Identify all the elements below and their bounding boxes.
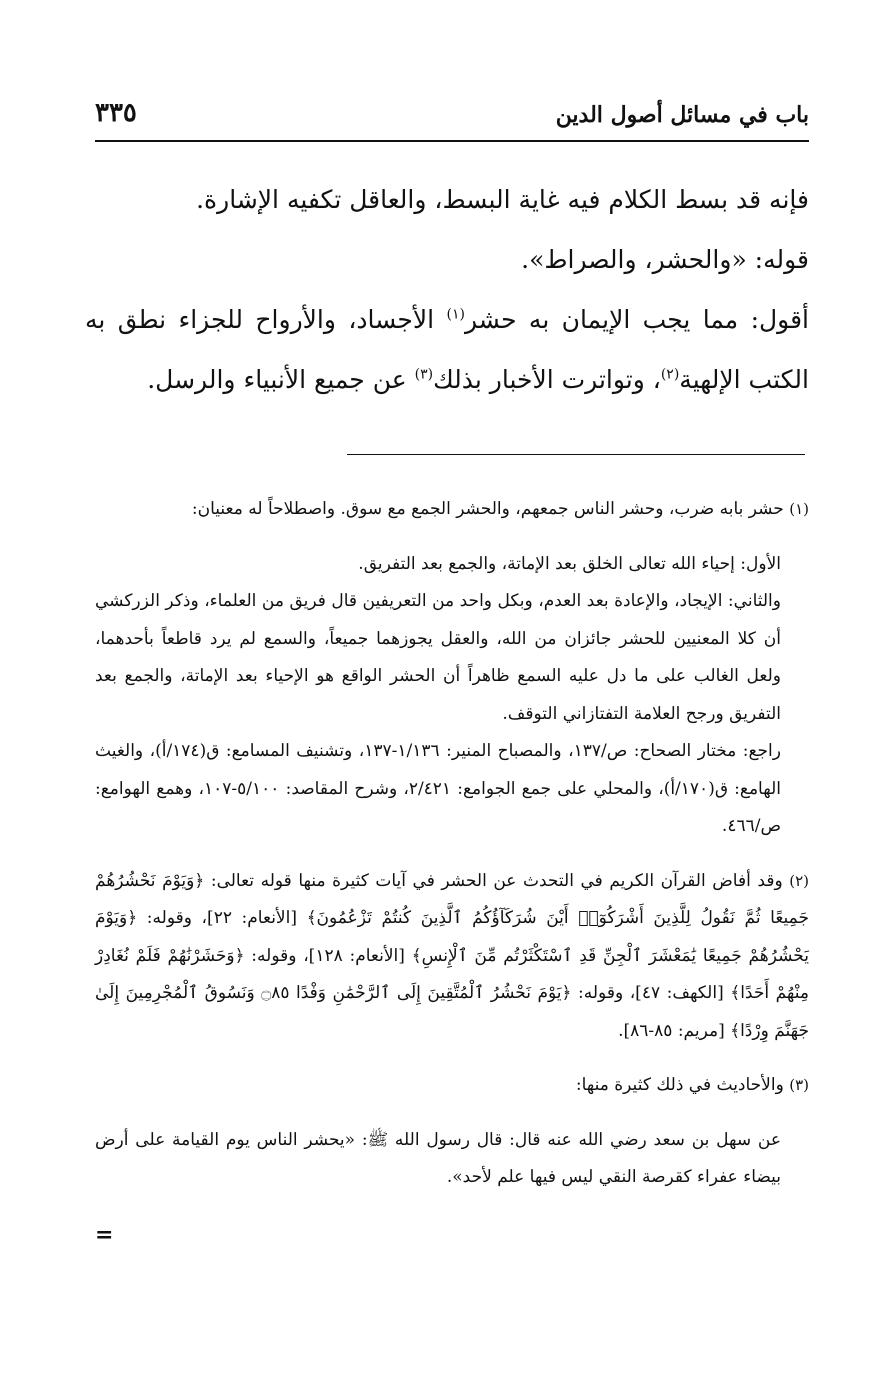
paragraph-3-part-c: ، وتواترت الأخبار بذلك — [433, 365, 661, 394]
footnote-number: (٣) — [789, 1076, 809, 1094]
footnote-number: (٢) — [789, 871, 809, 890]
footnote-ref-2: (٢) — [660, 366, 680, 383]
footnote-line: والأحاديث في ذلك كثيرة منها: — [575, 1075, 784, 1095]
paragraph-2: قوله: «والحشر، والصراط». — [521, 245, 809, 274]
footnote-ref-1: (١) — [446, 306, 465, 323]
page-number: ٣٣٥ — [95, 98, 137, 128]
paragraph-3-part-a: أقول: مما يجب الإيمان به حشر — [464, 305, 809, 334]
footnote-2 — [95, 863, 809, 1051]
footnote-line: والثاني: الإيجاد، والإعادة بعد العدم، وبكل واحد من التعريفين قال فريق من العلماء، وذكر الزركشي أن كلا المعنيين للحشر جائزان من الله، والعقل يجوزهما جميعاً، والسمع لم يرد قاطعاً بأحدهما، ولعل الغالب على ما دل عليه السمع ظاهراً أن الحشر الواقع هو الإحياء بعد الإماتة، والجمع بعد التفريق ورجح العلامة التفتازاني التوقف. — [95, 591, 781, 724]
footnote-line: حشر بابه ضرب، وحشر الناس جمعهم، والحشر الجمع مع سوق. واصطلاحاً له معنيان: — [191, 499, 784, 519]
paragraph-1: فإنه قد بسط الكلام فيه غاية البسط، والعاقل تكفيه الإشارة. — [196, 185, 809, 214]
footnote-line: راجع: مختار الصحاح: ص/١٣٧، والمصباح المنير: ١/١٣٦-١٣٧، وتشنيف المسامع: ق(١٧٤/أ)، والغيث الهامع: ق(١٧٠/أ)، والمحلي على جمع الجوامع: ٢/٤٢١، وشرح المقاصد: ٥/١٠٠-١٠٧، وهمع الهوامع: ص/٤٦٦. — [95, 741, 781, 836]
paragraph-3 — [85, 290, 809, 410]
footnotes — [95, 474, 809, 1197]
footnote-line: الأول: إحياء الله تعالى الخلق بعد الإماتة، والجمع بعد التفريق. — [358, 553, 781, 574]
footnote-separator — [347, 454, 805, 455]
page-header — [95, 96, 809, 142]
footnote-line: وقد أفاض القرآن الكريم في التحدث عن الحشر في آيات كثيرة منها قوله تعالى: ﴿وَيَوْمَ نَحْشُرُهُمْ جَمِيعًا ثُمَّ نَقُولُ لِلَّذِينَ أَشْرَكُوٓا۟ أَيْنَ شُرَكَآؤُكُمُ ٱلَّذِينَ كُنتُمْ تَزْعُمُونَ﴾ [الأنعام: ٢٢]، وقوله: ﴿وَيَوْمَ يَحْشُرُهُمْ جَمِيعًا يَٰمَعْشَرَ ٱلْجِنِّ قَدِ ٱسْتَكْثَرْتُم مِّنَ ٱلْإِنسِ﴾ [الأنعام: ١٢٨]، وقوله: ﴿وَحَشَرْنَٰهُمْ فَلَمْ نُغَادِرْ مِنْهُمْ أَحَدًا﴾ [الكهف: ٤٧]، وقوله: ﴿يَوْمَ نَحْشُرُ ٱلْمُتَّقِينَ إِلَى ٱلرَّحْمَٰنِ وَفْدًا ۝٨٥ وَنَسُوقُ ٱلْمُجْرِمِينَ إِلَىٰ جَهَنَّمَ وِرْدًا﴾ [مريم: ٨٥-٨٦]. — [95, 870, 810, 1041]
footnote-ref-3: (٣) — [414, 366, 434, 383]
footnote-number: (١) — [789, 500, 809, 518]
paragraph-3-part-d: عن جميع الأنبياء والرسل. — [147, 365, 415, 394]
continuation-mark: = — [95, 1222, 114, 1248]
footnote-3 — [95, 1067, 809, 1197]
paragraph-3-part-b: الأجساد، والأرواح للجزاء نطق به الكتب الإلهية — [85, 305, 809, 394]
main-text — [85, 170, 809, 410]
running-title: باب في مسائل أصول الدين — [555, 102, 809, 128]
footnote-1 — [95, 491, 809, 846]
footnote-line: عن سهل بن سعد رضي الله عنه قال: قال رسول الله ﷺ: «يحشر الناس يوم القيامة على أرض بيضاء عفراء كقرصة النقي ليس فيها علم لأحد». — [95, 1129, 781, 1187]
